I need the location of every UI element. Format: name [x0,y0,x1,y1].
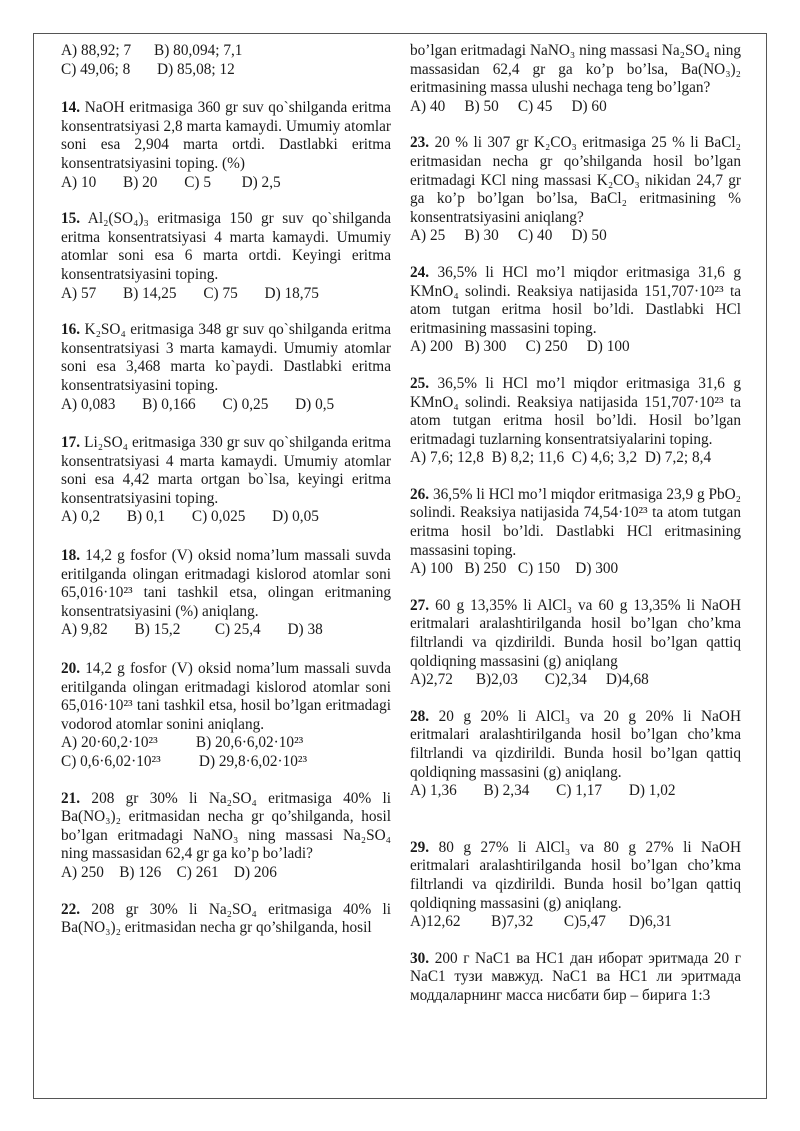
question-options: A) 25 B) 30 C) 40 D) 50 [410,227,607,245]
options-line: C) 49,06; 8 D) 85,08; 12 [61,60,235,78]
question-28 [410,708,741,801]
question-20 [61,660,391,772]
question-number: 22. [61,900,81,918]
question-number: 17. [61,434,81,452]
question-text: 36,5% li HCl mo’l miqdor eritmasiga 23,9 g PbO₂ solindi. Reaksiya natijasida 74,54·10²³ ta atom tutgan eritma hosil bo’ldi. Dastlabki HCl eritmasining massasini toping. [410,485,742,559]
question-22-continued [410,42,741,116]
question-15 [61,210,391,303]
right-column [410,42,741,1006]
question-options: A)2,72 B)2,03 C)2,34 D)4,68 [410,671,649,689]
question-options: C) 0,6·6,02·10²³ D) 29,8·6,02·10²³ [61,753,308,770]
question-text: 60 g 13,35% li AlCl₃ va 60 g 13,35% li NaOH eritmalari aralashtirilganda hosil bo’lgan cho’kma filtrlandi va qizdirildi. Bunda hosil bo’lgan qattiq qoldiqning massasini (g) aniqlang [410,596,742,670]
question-number: 15. [61,210,81,228]
options-line: A) 88,92; 7 B) 80,094; 7,1 [61,42,243,59]
question-25 [410,375,741,468]
question-text: K₂SO₄ eritmasiga 348 gr suv qo`shilganda eritma konsentratsiyasi 3 marta kamaydi. Umumiy atomlar soni esa 3,468 marta ko`paydi. Dastlabki eritma konsentratsiyasini toping. [61,321,392,394]
question-number: 14. [61,99,81,117]
question-text: NaOH eritmasiga 360 gr suv qo`shilganda eritma konsentratsiyasi 2,8 marta kamaydi. Umumiy atomlar soni esa 2,904 marta ortdi. Dastlabki eritma konsentratsiyasini toping. (%) [61,99,391,172]
question-options: A) 0,083 B) 0,166 C) 0,25 D) 0,5 [61,395,335,413]
question-text: 208 gr 30% li Na₂SO₄ eritmasiga 40% li Ba(NO₃)₂ eritmasidan necha gr qo’shilganda, hosil [61,900,391,937]
question-number: 24. [410,263,430,281]
question-text: 14,2 g fosfor (V) oksid noma’lum massali suvda eritilganda olingan eritmadagi kislorod atomlar soni 65,016·10²³ tani tashkil etsa, hosil bo’lgan eritmadagi vodorod atomlar sonini aniqlang. [61,660,391,733]
question-options: A) 9,82 B) 15,2 C) 25,4 D) 38 [61,621,323,639]
question-17 [61,434,391,527]
question-number: 28. [410,707,430,725]
question-21 [61,790,391,883]
question-16 [61,321,391,414]
question-text: 14,2 g fosfor (V) oksid noma’lum massali suvda eritilganda olingan eritmadagi kislorod atomlar soni 65,016·10²³ tani tashkil etsa, olingan eritmaning konsentratsiyasini (%) aniqlang. [61,547,391,620]
question-text: Li₂SO₄ eritmasiga 330 gr suv qo`shilganda eritma konsentratsiyasi 4 marta kamaydi. Umumiy atomlar soni esa 4,42 marta ortgan bo`lsa, keyingi eritma konsentratsiyasini toping. [61,434,391,507]
question-text: Al₂(SO₄)₃ eritmasiga 150 gr suv qo`shilganda eritma konsentratsiyasi 4 marta kamaydi. Umumiy atomlar soni esa 6 marta ortdi. Keyingi eritma konsentratsiyasini toping. [61,210,392,283]
question-number: 18. [61,547,81,565]
question-number: 16. [61,321,81,339]
question-27 [410,597,741,690]
question-text: 80 g 27% li AlCl₃ va 80 g 27% li NaOH eritmalari aralashtirilganda hosil bo’lgan cho’kma filtrlandi va qizdirildi. Bunda hosil bo’lgan qattiq qoldiqning massasini (g) aniqlang. [410,838,741,912]
question-26 [410,486,741,579]
question-options: A) 57 B) 14,25 C) 75 D) 18,75 [61,284,319,302]
question-text: 20 % li 307 gr K₂CO₃ eritmasiga 25 % li BaCl₂ eritmasidan necha gr qo’shilganda hosil bo’lgan eritmadagi KCl ning massasi K₂CO₃ nikidan 24,7 gr ga ko’p bo’lgan bo’lsa, BaCl₂ eritmasining % konsentratsiyasini aniqlang? [410,134,742,226]
question-options: A) 40 B) 50 C) 45 D) 60 [410,97,607,115]
question-text: 36,5% li HCl mo’l miqdor eritmasiga 31,6 g KMnO₄ solindi. Reaksiya natijasida 151,707·10²³ ta atom tutgan eritma hosil bo’ldi. Hosil bo’lgan eritmadagi tuzlarning konsentratsiyalarini toping. [410,374,741,448]
question-options: A) 200 B) 300 C) 250 D) 100 [410,338,630,356]
question-number: 29. [410,838,430,856]
question-text: 20 g 20% li AlCl₃ va 20 g 20% li NaOH eritmalari aralashtirilganda hosil bo’lgan cho’kma filtrlandi va qizdirildi. Bunda hosil bo’lgan qattiq qoldiqning massasini (g) aniqlang. [410,707,741,781]
question-18 [61,547,391,640]
question-number: 21. [61,789,81,807]
question-number: 20. [61,660,81,678]
question-options: A) 0,2 B) 0,1 C) 0,025 D) 0,05 [61,508,319,526]
question-options: A) 100 B) 250 C) 150 D) 300 [410,560,619,578]
question-text: 36,5% li HCl mo’l miqdor eritmasiga 31,6 g KMnO₄ solindi. Reaksiya natijasida 151,707·10²³ ta atom tutgan eritma hosil bo’ldi. Dastlabki HCl eritmasining massasini toping. [410,263,741,337]
question-number: 26. [410,485,430,503]
question-29 [410,839,741,932]
question-options: A)12,62 B)7,32 C)5,47 D)6,31 [410,913,672,931]
question-options: A) 7,6; 12,8 B) 8,2; 11,6 C) 4,6; 3,2 D) 7,2; 8,4 [410,449,712,467]
question-number: 25. [410,374,430,392]
question-30 [410,950,741,1006]
question-24 [410,264,741,357]
question-number: 27. [410,596,430,614]
question-number: 23. [410,134,430,152]
question-text: bo’lgan eritmadagi NaNO₃ ning massasi Na₂SO₄ ning massasidan 62,4 gr ga ko’p bo’lsa, Ba(NO₃)₂ eritmasining massa ulushi nechaga teng bo’lgan? [410,42,741,97]
question-options: A) 20·60,2·10²³ B) 20,6·6,02·10²³ [61,734,304,752]
question-options: A) 10 B) 20 C) 5 D) 2,5 [61,173,281,191]
question-options: A) 1,36 B) 2,34 C) 1,17 D) 1,02 [410,782,676,800]
left-column [61,42,391,938]
question-text: 200 г NaC1 ва HC1 дан иборат эритмада 20 г NaC1 тузи мавжуд. NaC1 ва HC1 ли эритмада моддаларнинг масса нисбати бир – бирига 1:3 [410,949,741,1004]
question-number: 30. [410,949,430,967]
question-22 [61,901,391,938]
question-14 [61,99,391,192]
question-options: A) 250 B) 126 C) 261 D) 206 [61,863,277,881]
question-23 [410,134,741,246]
question-text: 208 gr 30% li Na₂SO₄ eritmasiga 40% li Ba(NO₃)₂ eritmasidan necha gr qo’shilganda, hosil bo’lgan eritmadagi NaNO₃ ning massasi Na₂SO₄ ning massasidan 62,4 gr ga ko’p bo’ladi? [61,789,391,863]
